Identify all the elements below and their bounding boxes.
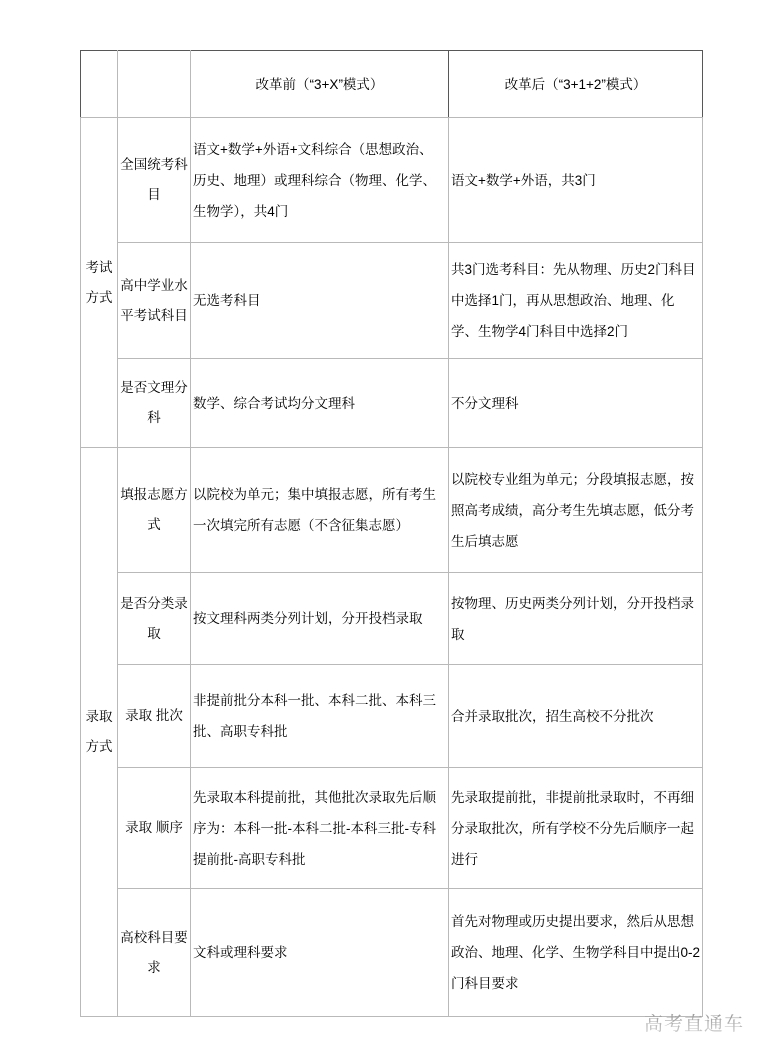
cell-after-arts-science-split: 不分文理科: [449, 359, 703, 448]
table-row: [81, 889, 703, 1017]
item-label-line: 录取: [125, 708, 153, 723]
section-label-line: 考试: [85, 259, 113, 275]
header-blank-section-cell: [81, 51, 118, 118]
gaokao-reform-comparison-table: [80, 50, 703, 1017]
item-label-university-subject-requirements: 高校科目要求: [118, 889, 191, 1017]
cell-before-admission-order: 先录取本科提前批，其他批次录取先后顺序为：本科一批-本科二批-本科三批-专科提前批-高职专科批: [191, 768, 449, 889]
cell-after-admission-batches: 合并录取批次，招生高校不分批次: [449, 665, 703, 768]
item-label-categorized-admission: 是否分类录取: [118, 573, 191, 665]
item-label-national-unified-subjects: 全国统考科目: [118, 118, 191, 243]
item-label-academic-proficiency-subjects: 高中学业水平考试科目: [118, 243, 191, 359]
item-label-line: 顺序: [155, 820, 183, 835]
header-after-reform: 改革后（“3+1+2”模式）: [449, 51, 703, 118]
header-blank-item-cell: [118, 51, 191, 118]
table-row: [81, 573, 703, 665]
item-label-application-method: 填报志愿方式: [118, 448, 191, 573]
section-label-line: 录取: [85, 709, 113, 724]
watermark-logo-text: 高考直通车: [644, 1009, 744, 1036]
cell-after-national-unified-subjects: 语文+数学+外语，共3门: [449, 118, 703, 243]
cell-before-application-method: 以院校为单元；集中填报志愿，所有考生一次填完所有志愿（不含征集志愿）: [191, 448, 449, 573]
cell-before-university-subject-requirements: 文科或理科要求: [191, 889, 449, 1017]
cell-after-academic-proficiency-subjects: 共3门选考科目：先从物理、历史2门科目中选择1门，再从思想政治、地理、化学、生物学4门科目中选择2门: [449, 243, 703, 359]
cell-before-academic-proficiency-subjects: 无选考科目: [191, 243, 449, 359]
cell-after-application-method: 以院校专业组为单元；分段填报志愿，按照高考成绩，高分考生先填志愿，低分考生后填志愿: [449, 448, 703, 573]
table-header-row: [81, 51, 703, 118]
table-row: [81, 448, 703, 573]
header-before-reform: 改革前（“3+X”模式）: [191, 51, 449, 118]
table-row: [81, 118, 703, 243]
cell-before-national-unified-subjects: 语文+数学+外语+文科综合（思想政治、历史、地理）或理科综合（物理、化学、生物学），共4门: [191, 118, 449, 243]
table-row: [81, 243, 703, 359]
cell-after-categorized-admission: 按物理、历史两类分列计划，分开投档录取: [449, 573, 703, 665]
item-label-arts-science-split: 是否文理分科: [118, 359, 191, 448]
section-label-line: 方式: [85, 289, 113, 305]
table-row: [81, 359, 703, 448]
table-row: [81, 665, 703, 768]
cell-before-arts-science-split: 数学、综合考试均分文理科: [191, 359, 449, 448]
item-label-admission-order: [118, 768, 191, 889]
table-row: [81, 768, 703, 889]
cell-after-admission-order: 先录取提前批，非提前批录取时，不再细分录取批次，所有学校不分先后顺序一起进行: [449, 768, 703, 889]
cell-before-admission-batches: 非提前批分本科一批、本科二批、本科三批、高职专科批: [191, 665, 449, 768]
section-label-exam-method: [81, 118, 118, 448]
cell-after-university-subject-requirements: 首先对物理或历史提出要求，然后从思想政治、地理、化学、生物学科目中提出0-2门科目要求: [449, 889, 703, 1017]
section-label-admission-method: [81, 448, 118, 1017]
section-label-line: 方式: [85, 739, 113, 754]
cell-before-categorized-admission: 按文理科两类分列计划，分开投档录取: [191, 573, 449, 665]
item-label-admission-batches: [118, 665, 191, 768]
item-label-line: 录取: [125, 820, 153, 835]
item-label-line: 批次: [155, 708, 183, 723]
